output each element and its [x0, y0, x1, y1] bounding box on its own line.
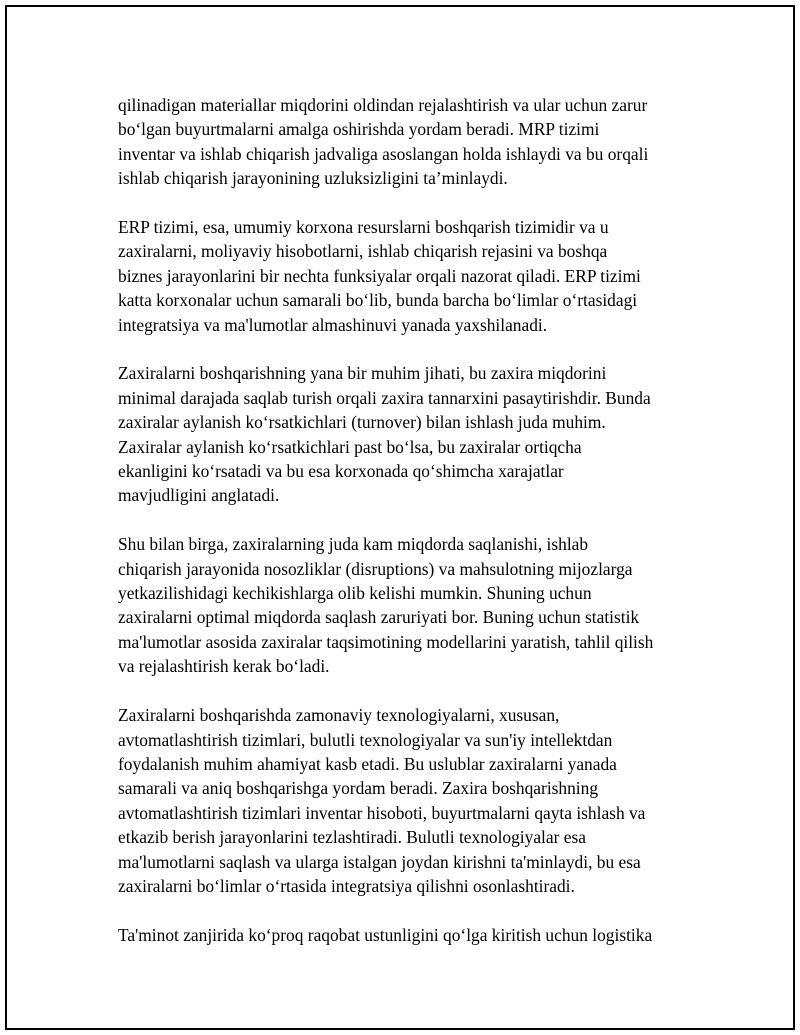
paragraph-1: qilinadigan materiallar miqdorini oldindan rejalashtirish va ular uchun zarur bo‘lgan buyurtmalarni amalga oshirishda yordam beradi. MRP tizimi inventar va ishlab chiqarish jadvaliga asoslangan holda ishlaydi va bu orqali ishlab chiqarish jarayonining uzluksizligini ta’minlaydi. — [118, 95, 649, 189]
document-body — [118, 93, 688, 972]
paragraph-2: ERP tizimi, esa, umumiy korxona resurslarni boshqarish tizimidir va u zaxiralarni, moliyaviy hisobotlarni, ishlab chiqarish rejasini va boshqa biznes jarayonlarini bir nechta funksiyalar orqali nazorat qiladi. ERP tizimi katta korxonalar uchun samarali bo‘lib, bunda barcha bo‘limlar o‘rtasidagi integratsiya va ma'lumotlar almashinuvi yanada yaxshilanadi. — [118, 217, 641, 335]
paragraph-3: Zaxiralarni boshqarishning yana bir muhim jihati, bu zaxira miqdorini minimal darajada saqlab turish orqali zaxira tannarxini pasaytirishdir. Bunda zaxiralar aylanish ko‘rsatkichlari (turnover) bilan ishlash juda muhim. Zaxiralar aylanish ko‘rsatkichlari past bo‘lsa, bu zaxiralar ortiqcha ekanligini ko‘rsatadi va bu esa korxonada qo‘shimcha xarajatlar mavjudligini anglatadi. — [118, 363, 651, 506]
paragraph-6: Ta'minot zanjirida ko‘proq raqobat ustunligini qo‘lga kiritish uchun logistika — [118, 924, 653, 945]
paragraph-4: Shu bilan birga, zaxiralarning juda kam miqdorda saqlanishi, ishlab chiqarish jarayonida nosozliklar (disruptions) va mahsulotning mijozlarga yetkazilishidagi kechikishlarga olib kelishi mumkin. Shuning uchun zaxiralarni optimal miqdorda saqlash zaruriyati bor. Buning uchun statistik ma'lumotlar asosida zaxiralar taqsimotining modellarini yaratish, tahlil qilish va rejalashtirish kerak bo‘ladi. — [118, 534, 654, 677]
paragraph-5: Zaxiralarni boshqarishda zamonaviy texnologiyalarni, xususan, avtomatlashtirish tizimlari, bulutli texnologiyalar va sun'iy intellektdan foydalanish muhim ahamiyat kasb etadi. Bu uslublar zaxiralarni yanada samarali va aniq boshqarishga yordam beradi. Zaxira boshqarishning avtomatlashtirish tizimlari inventar hisoboti, buyurtmalarni qayta ishlash va etkazib berish jarayonlarini tezlashtiradi. Bulutli texnologiyalar esa ma'lumotlarni saqlash va ularga istalgan joydan kirishni ta'minlaydi, bu esa zaxiralarni bo‘limlar o‘rtasida integratsiya qilishni osonlashtiradi. — [118, 705, 646, 896]
